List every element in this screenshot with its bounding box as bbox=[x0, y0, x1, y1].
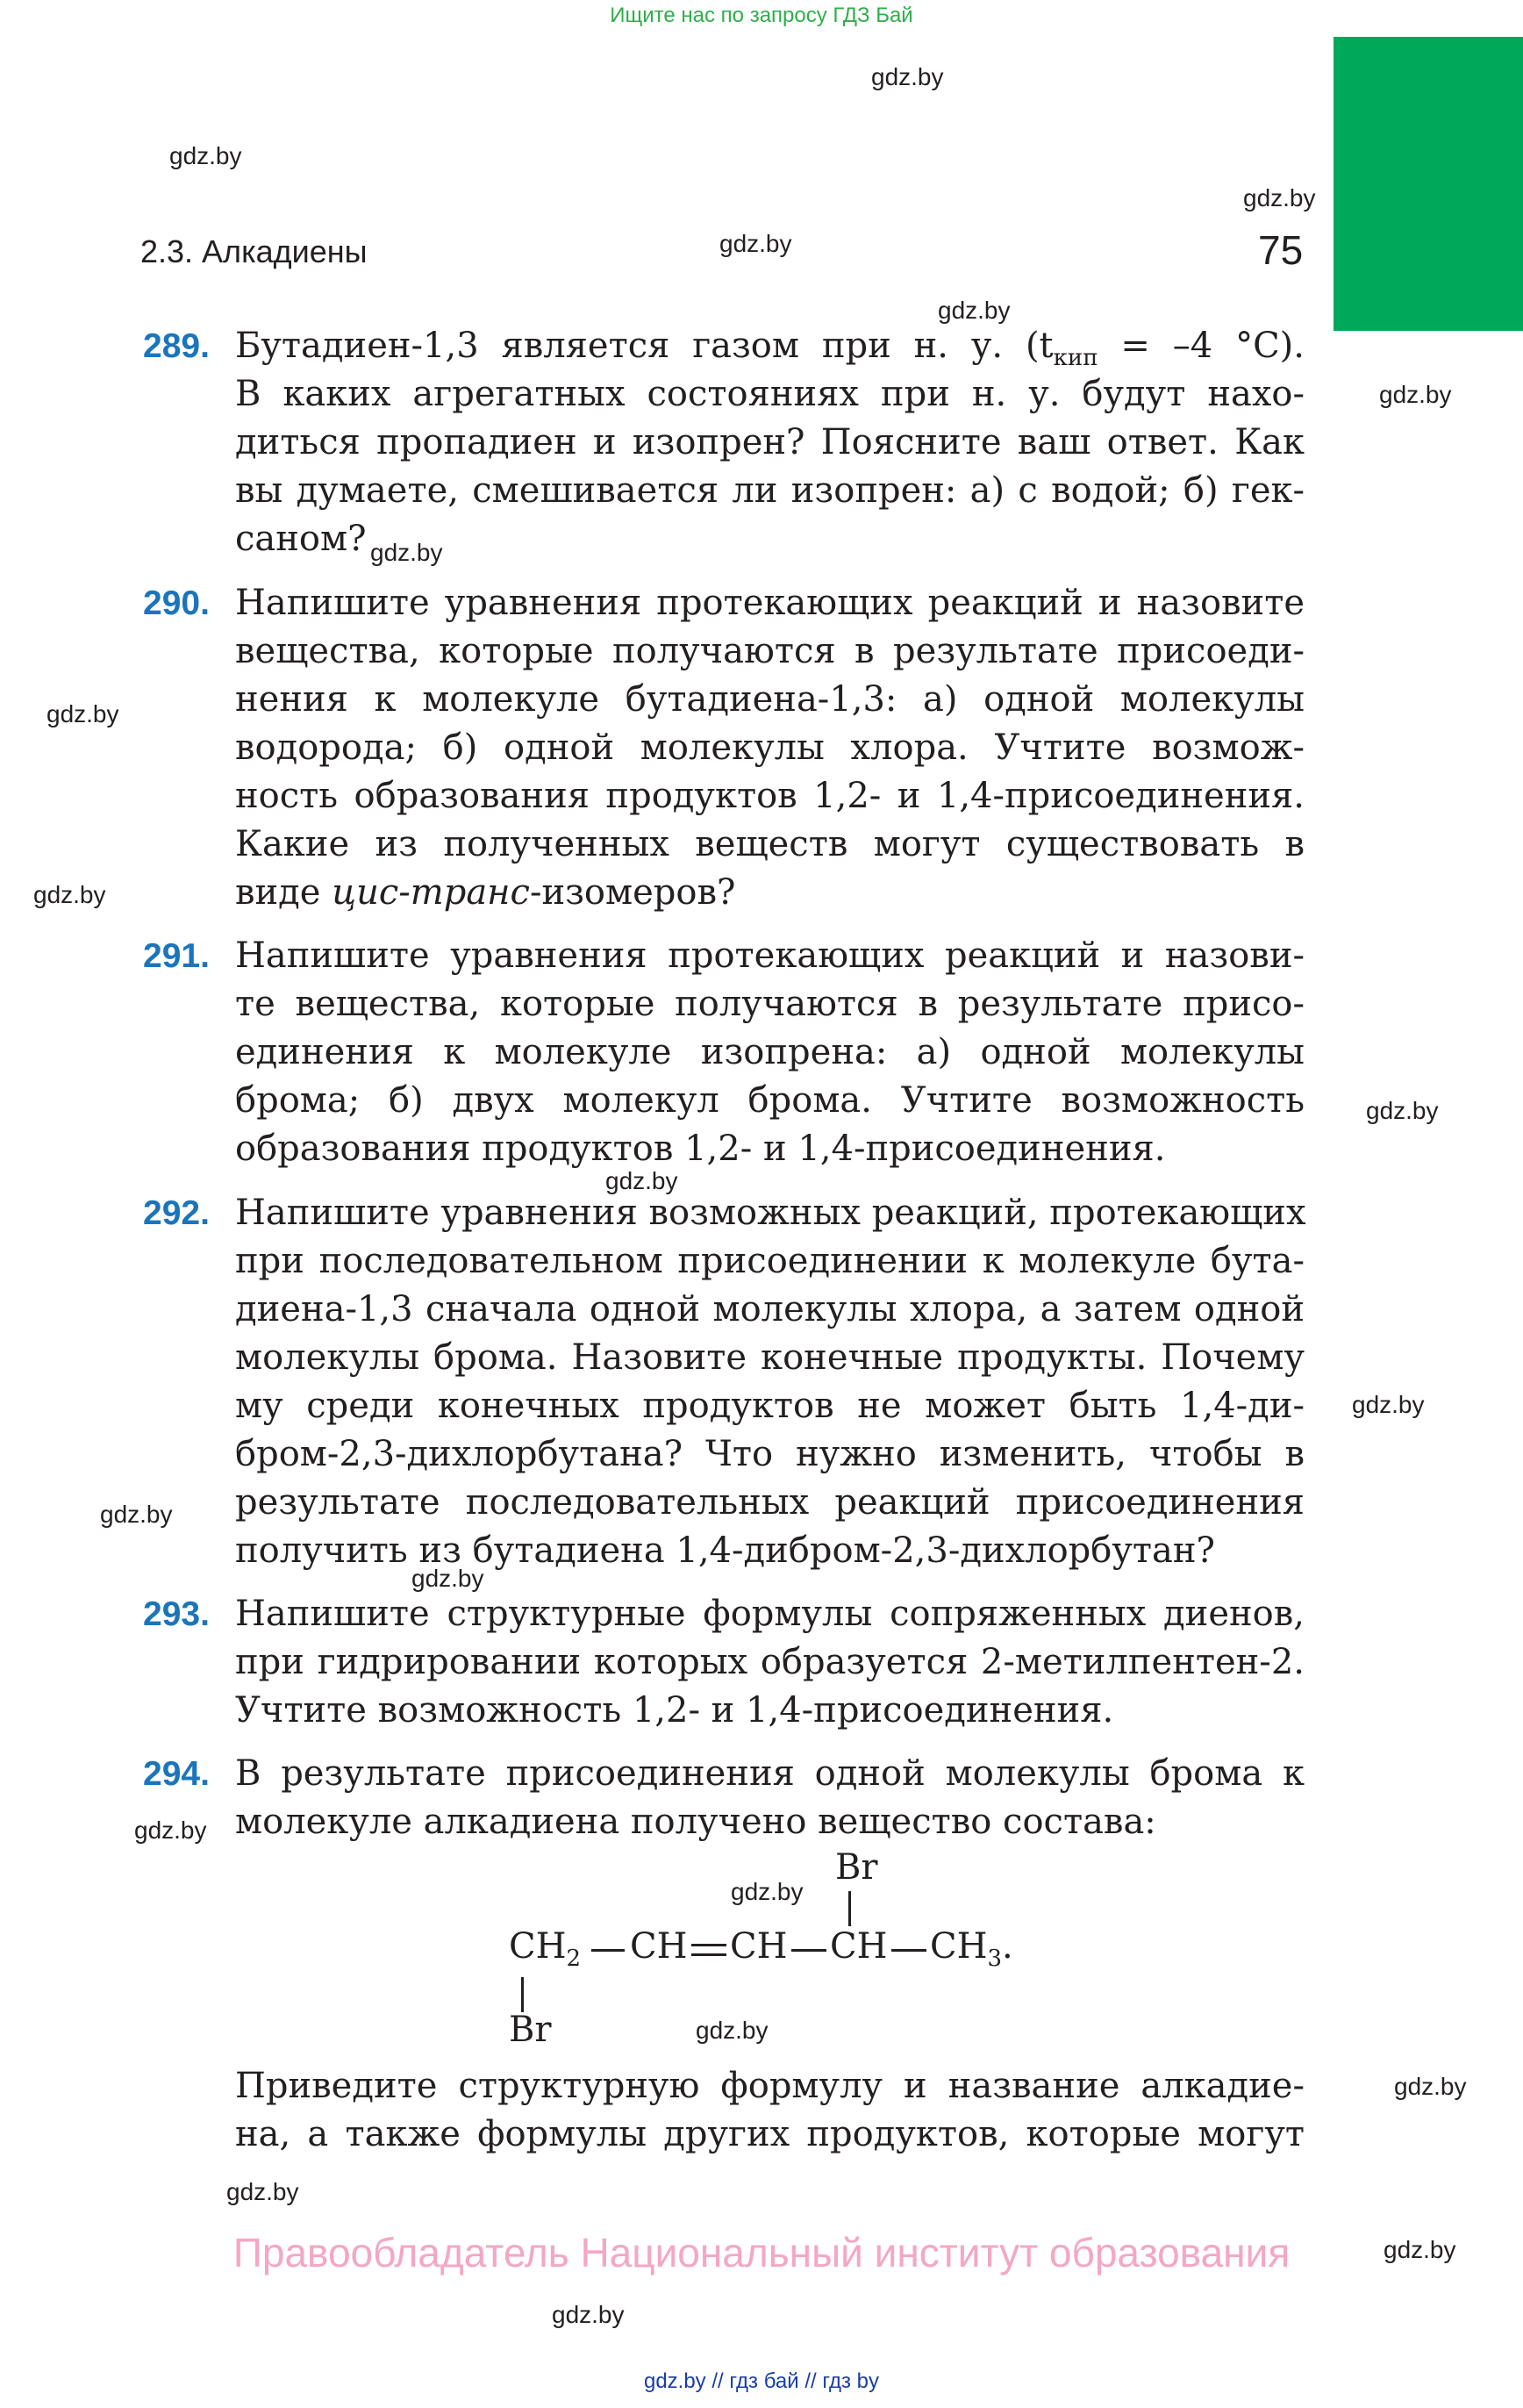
task-line: вещества, которые получаются в результате присоеди- bbox=[235, 631, 1305, 671]
task-text bbox=[235, 1590, 1305, 1735]
watermark: gdz.by bbox=[719, 230, 792, 257]
task-number: 293. bbox=[143, 1595, 210, 1633]
bromine-bottom: Br bbox=[509, 2010, 552, 2050]
task-line: Напишите уравнения протекающих реакций и назовите bbox=[235, 583, 1305, 623]
task-line: В результате присоединения одной молекулы брома к bbox=[235, 1753, 1305, 1794]
watermark: gdz.by bbox=[1243, 184, 1316, 211]
task-line: водорода; б) одной молекулы хлора. Учтите возмож- bbox=[235, 727, 1305, 768]
task-line: Напишите структурные формулы сопряженных диенов, bbox=[235, 1594, 1305, 1634]
watermark: gdz.by bbox=[1379, 381, 1452, 408]
running-head: 2.3. Алкадиены bbox=[140, 233, 368, 269]
formula-group: CH bbox=[830, 1926, 888, 1967]
task-line: те вещества, которые получаются в результате присо- bbox=[235, 984, 1305, 1024]
top-banner[interactable]: Ищите нас по запросу ГДЗ Бай bbox=[610, 4, 913, 27]
watermark: gdz.by bbox=[46, 700, 119, 727]
watermark: gdz.by bbox=[871, 63, 944, 90]
single-bond bbox=[791, 1949, 826, 1952]
task-line: виде цис-транс-изомеров? bbox=[235, 872, 736, 913]
bromine-top: Br bbox=[835, 1847, 878, 1888]
task-line: му среди конечных продуктов не может быть 1,4-ди- bbox=[235, 1386, 1305, 1426]
task-line: единения к молекуле изопрена: а) одной молекулы bbox=[235, 1032, 1305, 1072]
vertical-bond bbox=[848, 1891, 851, 1926]
watermark: gdz.by bbox=[1366, 1097, 1439, 1124]
watermark: gdz.by bbox=[169, 142, 242, 169]
task-line: Приведите структурную формулу и название алкадие- bbox=[235, 2066, 1305, 2106]
task-line: саном? bbox=[235, 519, 367, 559]
formula-group: $CH_3$. bbox=[930, 1926, 1013, 1972]
task-line: Учтите возможность 1,2- и 1,4-присоединения. bbox=[235, 1690, 1114, 1731]
task-text bbox=[235, 1189, 1305, 1575]
watermark: gdz.by bbox=[731, 1878, 804, 1905]
task-line: Напишите уравнения возможных реакций, протекающих bbox=[235, 1193, 1306, 1233]
watermark: gdz.by bbox=[938, 297, 1011, 324]
task-line: брома; б) двух молекул брома. Учтите возможность bbox=[235, 1080, 1305, 1121]
task-number: 290. bbox=[143, 584, 210, 622]
task-line: В каких агрегатных состояниях при н. у. будут нахо- bbox=[235, 374, 1305, 414]
footer-links[interactable]: gdz.by // гдз бай // гдз by bbox=[643, 2369, 880, 2393]
watermark: gdz.by bbox=[226, 2178, 299, 2205]
watermark: gdz.by bbox=[552, 2301, 625, 2328]
watermark: gdz.by bbox=[1384, 2236, 1456, 2263]
watermark: gdz.by bbox=[134, 1817, 207, 1844]
task-line: вы думаете, смешивается ли изопрен: а) с водой; б) гек- bbox=[235, 470, 1305, 511]
chapter-tab bbox=[1334, 37, 1523, 331]
watermark: gdz.by bbox=[605, 1167, 678, 1194]
double-bond bbox=[691, 1953, 726, 1956]
task-line: на, а также формулы других продуктов, которые могут bbox=[235, 2114, 1305, 2154]
watermark: gdz.by bbox=[33, 881, 106, 908]
task-line: диена-1,3 сначала одной молекулы хлора, а затем одной bbox=[235, 1289, 1305, 1329]
task-line: молекулы брома. Назовите конечные продукты. Почему bbox=[235, 1337, 1305, 1378]
task-line: Какие из полученных веществ могут существовать в bbox=[235, 824, 1305, 864]
double-bond bbox=[691, 1944, 726, 1946]
task-line: нения к молекуле бутадиена-1,3: а) одной молекулы bbox=[235, 679, 1305, 720]
task-number: 292. bbox=[143, 1194, 210, 1232]
watermark: gdz.by bbox=[370, 539, 443, 566]
formula-group: CH bbox=[630, 1926, 688, 1967]
task-line: при гидрировании которых образуется 2-метилпентен-2. bbox=[235, 1642, 1305, 1682]
task-line: молекуле алкадиена получено вещество состава: bbox=[235, 1802, 1156, 1842]
formula-group: $CH_2$ bbox=[509, 1926, 582, 1972]
formula-group: CH bbox=[730, 1926, 788, 1967]
task-line: результате последовательных реакций присоединения bbox=[235, 1482, 1305, 1523]
task-text bbox=[235, 579, 1305, 917]
vertical-bond bbox=[521, 1977, 524, 2012]
task-line: ность образования продуктов 1,2- и 1,4-присоединения. bbox=[235, 776, 1305, 816]
watermark: gdz.by bbox=[411, 1565, 484, 1592]
task-line: диться пропадиен и изопрен? Поясните ваш ответ. Как bbox=[235, 422, 1305, 462]
task-line: получить из бутадиена 1,4-дибром-2,3-дихлорбутан? bbox=[235, 1530, 1215, 1571]
task-number: 291. bbox=[143, 937, 210, 975]
task-number: 289. bbox=[143, 327, 210, 365]
task-line: Бутадиен-1,3 является газом при н. у. ($t_{кип} = -4$ °C). bbox=[235, 326, 1305, 371]
page-number: 75 bbox=[1258, 227, 1304, 273]
watermark: gdz.by bbox=[1394, 2073, 1467, 2100]
task-line: Напишите уравнения протекающих реакций и назови- bbox=[235, 935, 1305, 976]
single-bond bbox=[591, 1949, 625, 1952]
task-number: 294. bbox=[143, 1755, 210, 1793]
structural-formula bbox=[509, 1847, 1070, 2058]
watermark: gdz.by bbox=[1352, 1391, 1425, 1418]
watermark: gdz.by bbox=[100, 1501, 173, 1528]
single-bond bbox=[891, 1949, 926, 1952]
task-text bbox=[235, 1750, 1305, 1846]
task-line: бром-2,3-дихлорбутана? Что нужно изменить, чтобы в bbox=[235, 1434, 1305, 1474]
task-text bbox=[235, 322, 1305, 563]
watermark: gdz.by bbox=[696, 2017, 769, 2044]
copyright-notice: Правообладатель Национальный институт образования bbox=[232, 2230, 1291, 2275]
task-line: при последовательном присоединении к молекуле бута- bbox=[235, 1241, 1305, 1281]
task-line: образования продуктов 1,2- и 1,4-присоединения. bbox=[235, 1129, 1166, 1169]
task-text bbox=[235, 932, 1305, 1173]
task-text bbox=[235, 2062, 1305, 2159]
